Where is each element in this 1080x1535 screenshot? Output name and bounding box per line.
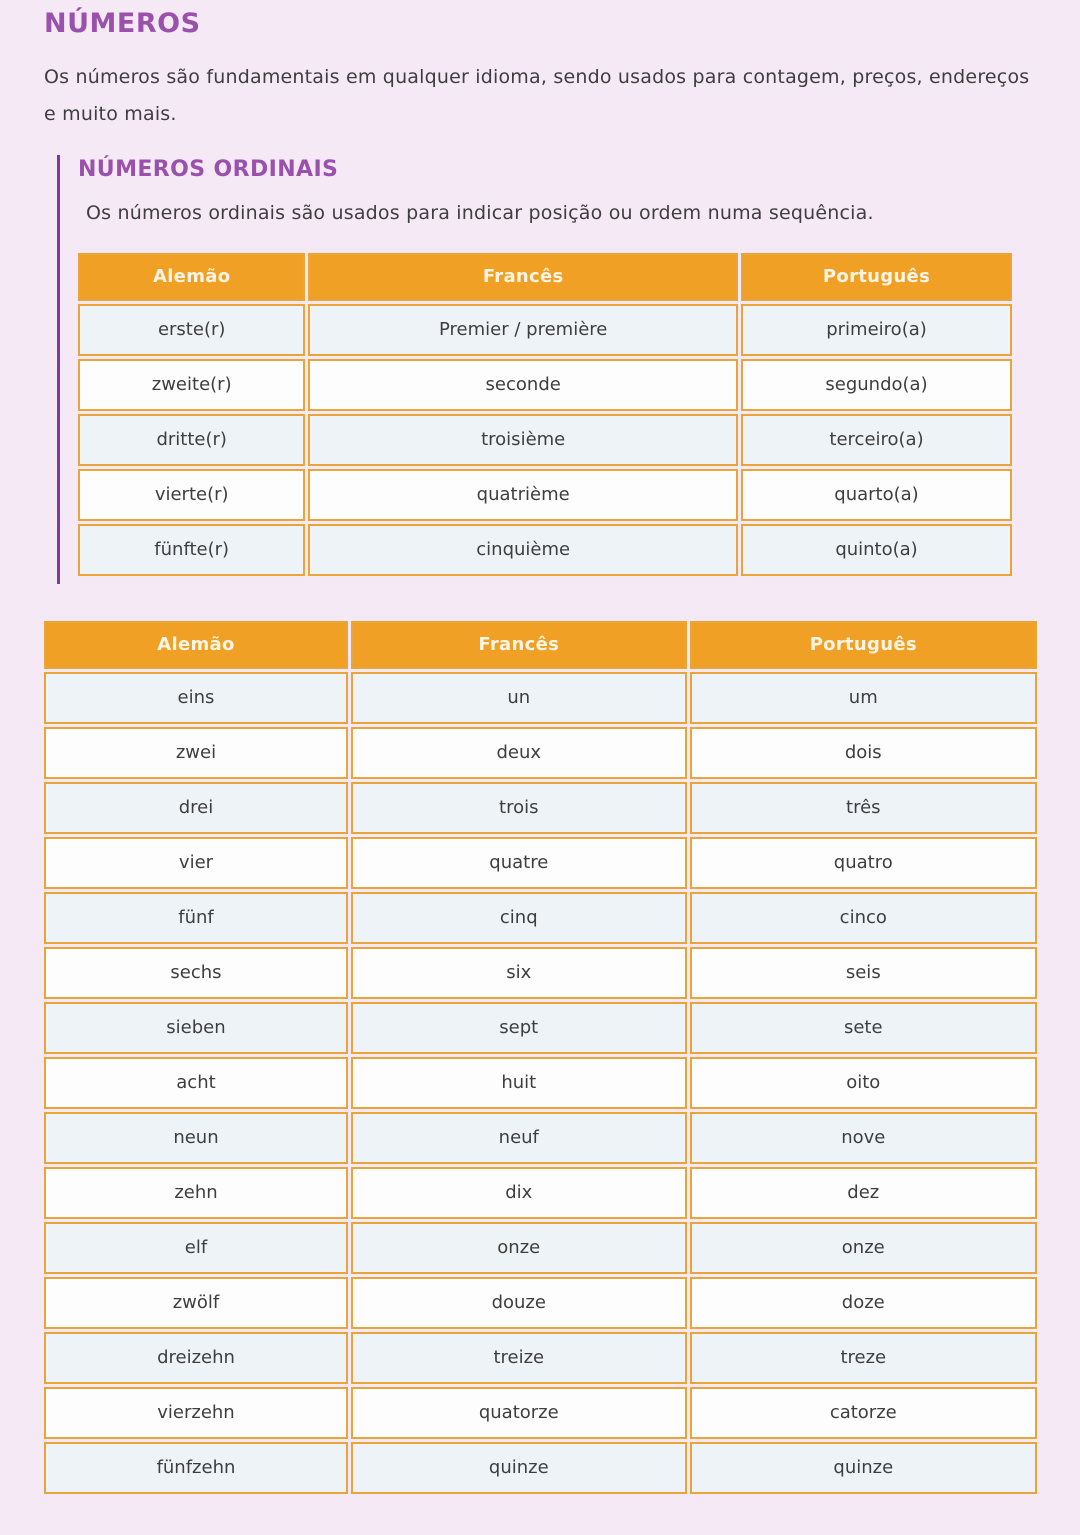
table-cell: zwei [44,727,348,779]
table-row [44,1387,1037,1439]
intro-paragraph: Os números são fundamentais em qualquer idioma, sendo usados para contagem, preços, endereços e muito mais. [44,66,1030,125]
table-cell: cinco [690,892,1037,944]
table-cell: primeiro(a) [741,304,1012,356]
table-cell: elf [44,1222,348,1274]
table-row [44,1442,1037,1494]
table-cell: sechs [44,947,348,999]
ordinals-table-body [78,304,1012,576]
table-row [44,1057,1037,1109]
table-cell: zweite(r) [78,359,305,411]
column-header: Alemão [44,621,348,669]
column-header: Francês [308,253,738,301]
cardinals-table [41,618,1040,1497]
table-cell: terceiro(a) [741,414,1012,466]
table-cell: treze [690,1332,1037,1384]
table-cell: quatro [690,837,1037,889]
section-description: Os números ordinais são usados para indicar posição ou ordem numa sequência. [86,202,874,224]
table-cell: quatorze [351,1387,687,1439]
table-cell: seis [690,947,1037,999]
table-cell: douze [351,1277,687,1329]
table-cell: oito [690,1057,1037,1109]
table-cell: dois [690,727,1037,779]
table-cell: Premier / première [308,304,738,356]
table-cell: treize [351,1332,687,1384]
ordinals-section [57,155,1080,584]
table-row [78,359,1012,411]
table-cell: onze [690,1222,1037,1274]
table-cell: vier [44,837,348,889]
table-cell: quatrième [308,469,738,521]
table-cell: três [690,782,1037,834]
table-cell: un [351,672,687,724]
cardinals-table-body [44,672,1037,1494]
table-row [78,304,1012,356]
table-cell: dez [690,1167,1037,1219]
table-cell: catorze [690,1387,1037,1439]
table-row [44,1167,1037,1219]
table-cell: fünfzehn [44,1442,348,1494]
table-cell: dix [351,1167,687,1219]
column-header: Português [741,253,1012,301]
table-cell: quatre [351,837,687,889]
table-cell: quinze [690,1442,1037,1494]
table-cell: quinze [351,1442,687,1494]
document-page [0,8,1080,1535]
table-row [44,782,1037,834]
table-cell: eins [44,672,348,724]
table-cell: erste(r) [78,304,305,356]
table-cell: doze [690,1277,1037,1329]
table-cell: sieben [44,1002,348,1054]
table-row [44,1332,1037,1384]
table-cell: zwölf [44,1277,348,1329]
table-row [78,469,1012,521]
column-header: Alemão [78,253,305,301]
table-row [44,1002,1037,1054]
table-cell: vierzehn [44,1387,348,1439]
table-cell: cinq [351,892,687,944]
table-cell: deux [351,727,687,779]
table-row [44,1277,1037,1329]
table-cell: fünf [44,892,348,944]
table-cell: neuf [351,1112,687,1164]
table-row [44,837,1037,889]
table-row [44,947,1037,999]
table-cell: acht [44,1057,348,1109]
ordinals-table-header [78,253,1012,301]
page-title: NÚMEROS [44,8,201,39]
table-row [44,1112,1037,1164]
table-cell: segundo(a) [741,359,1012,411]
table-cell: onze [351,1222,687,1274]
table-cell: six [351,947,687,999]
table-cell: dritte(r) [78,414,305,466]
table-row [44,727,1037,779]
table-cell: huit [351,1057,687,1109]
table-cell: cinquième [308,524,738,576]
ordinals-table [75,250,1015,579]
table-cell: sete [690,1002,1037,1054]
table-cell: quinto(a) [741,524,1012,576]
table-row [44,672,1037,724]
table-cell: zehn [44,1167,348,1219]
table-cell: neun [44,1112,348,1164]
table-cell: sept [351,1002,687,1054]
column-header: Francês [351,621,687,669]
table-cell: seconde [308,359,738,411]
section-title: NÚMEROS ORDINAIS [78,157,339,182]
table-cell: fünfte(r) [78,524,305,576]
table-cell: dreizehn [44,1332,348,1384]
table-row [78,414,1012,466]
table-cell: quarto(a) [741,469,1012,521]
cardinals-table-header [44,621,1037,669]
table-cell: vierte(r) [78,469,305,521]
table-cell: drei [44,782,348,834]
table-cell: troisième [308,414,738,466]
table-row [44,892,1037,944]
table-row [44,1222,1037,1274]
table-row [78,524,1012,576]
table-cell: nove [690,1112,1037,1164]
table-cell: trois [351,782,687,834]
table-cell: um [690,672,1037,724]
column-header: Português [690,621,1037,669]
